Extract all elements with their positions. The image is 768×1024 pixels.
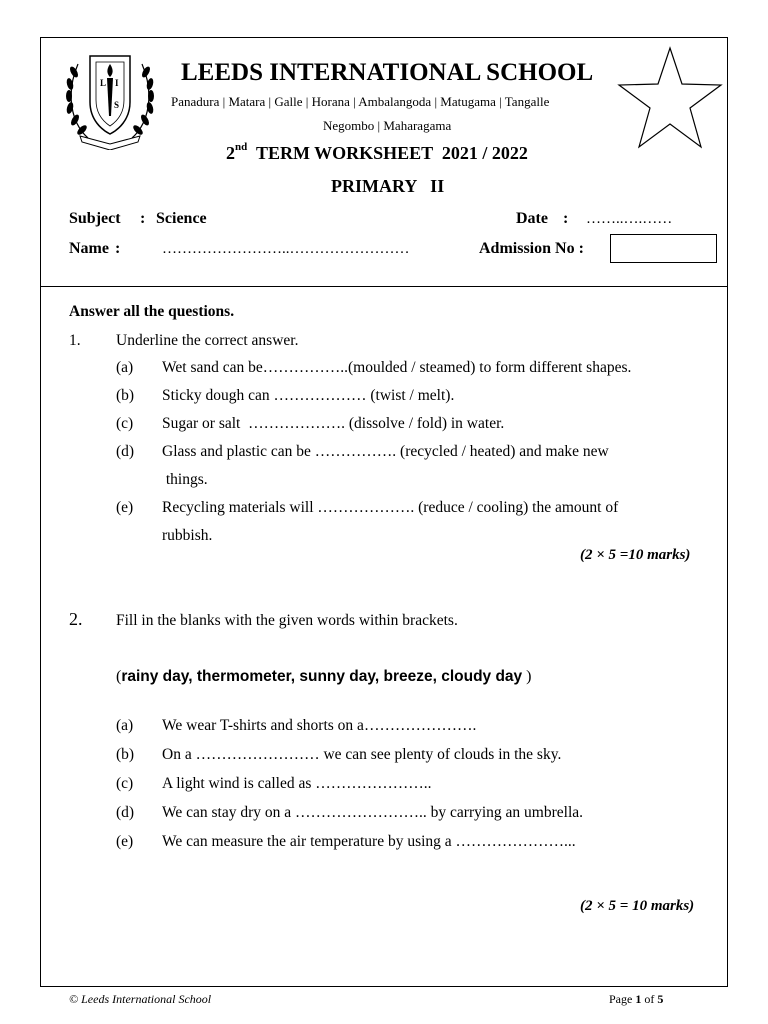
svg-text:S: S [114,100,120,110]
subject-colon: : [140,210,146,227]
q2-prompt: Fill in the blanks with the given words within brackets. [116,612,458,629]
q2-item-a-label: (a) [116,717,134,734]
term-title [226,143,528,164]
q1-item-e-text-cont: rubbish. [162,527,213,544]
svg-text:I: I [115,78,119,88]
q2-item-d-text: We can stay dry on a …………………….. by carrying an umbrella. [162,804,584,821]
q2-item-b-label: (b) [116,746,135,763]
q2-item-c-label: (c) [116,775,134,792]
branches-line-2: Negombo | Maharagama [323,118,452,133]
admission-number-box[interactable] [610,234,717,263]
term-suffix: nd [235,141,248,153]
grade-title: PRIMARY II [331,176,445,196]
q1-item-b-text: Sticky dough can ……………… (twist / melt). [162,387,455,404]
q2-item-d-label: (d) [116,804,135,821]
q1-item-b-label: (b) [116,387,135,404]
page-total: 5 [657,992,664,1006]
q2-close-paren: ) [522,668,532,685]
instructions: Answer all the questions. [69,303,235,320]
name-colon: : [115,240,121,257]
date-label: Date [516,210,548,227]
q2-item-c-text: A light wind is called as ………………….. [162,775,432,792]
school-name: LEEDS INTERNATIONAL SCHOOL [181,59,594,86]
q1-number: 1. [69,332,81,349]
q2-marks: (2 × 5 = 10 marks) [580,898,695,914]
branches-line-1: Panadura | Matara | Galle | Horana | Ambalangoda | Matugama | Tangalle [171,94,550,109]
page-of: of [641,992,658,1006]
page-current: 1 [635,992,642,1006]
svg-text:L: L [100,78,107,88]
q1-item-a-text: Wet sand can be……………..(moulded / steamed) to form different shapes. [162,359,632,376]
q1-item-d-text: Glass and plastic can be ……………. (recycled / heated) and make new [162,443,609,460]
q2-item-b-text: On a …………………… we can see plenty of clouds in the sky. [162,746,562,763]
q1-marks: (2 × 5 =10 marks) [580,547,691,563]
page-prefix: Page [609,992,636,1006]
q2-word-bank [116,668,532,686]
q1-item-e-label: (e) [116,499,134,516]
q2-open-paren: ( [116,668,122,685]
term-ordinal: 2 [226,143,235,163]
name-field[interactable]: ……………………..…………………… [162,241,410,257]
subject-value: Science [156,210,207,227]
admission-label: Admission No : [479,240,584,257]
q1-prompt: Underline the correct answer. [116,332,299,349]
school-crest-logo [60,42,160,150]
q2-number: 2. [69,609,83,629]
subject-label: Subject [69,210,121,227]
q1-item-c-text: Sugar or salt ………………. (dissolve / fold) in water. [162,415,505,432]
q1-item-d-text-cont: things. [162,471,208,488]
term-rest: TERM WORKSHEET 2021 / 2022 [255,143,528,163]
star-icon [617,46,723,150]
footer-copyright: © Leeds International School [69,992,212,1006]
q2-item-e-text: We can measure the air temperature by using a …………………... [162,833,576,850]
q2-item-e-label: (e) [116,833,134,850]
q1-item-d-label: (d) [116,443,135,460]
q2-item-a-text: We wear T-shirts and shorts on a…………………. [162,717,477,734]
q1-item-c-label: (c) [116,415,134,432]
q1-item-a-label: (a) [116,359,134,376]
date-colon: : [563,210,569,227]
q2-words: rainy day, thermometer, sunny day, breeze, cloudy day [121,668,523,685]
footer-page-number [609,992,663,1007]
date-field[interactable]: ……..….…… [586,211,673,227]
name-label: Name [69,240,109,257]
q1-item-e-text: Recycling materials will ………………. (reduce / cooling) the amount of [162,499,619,516]
